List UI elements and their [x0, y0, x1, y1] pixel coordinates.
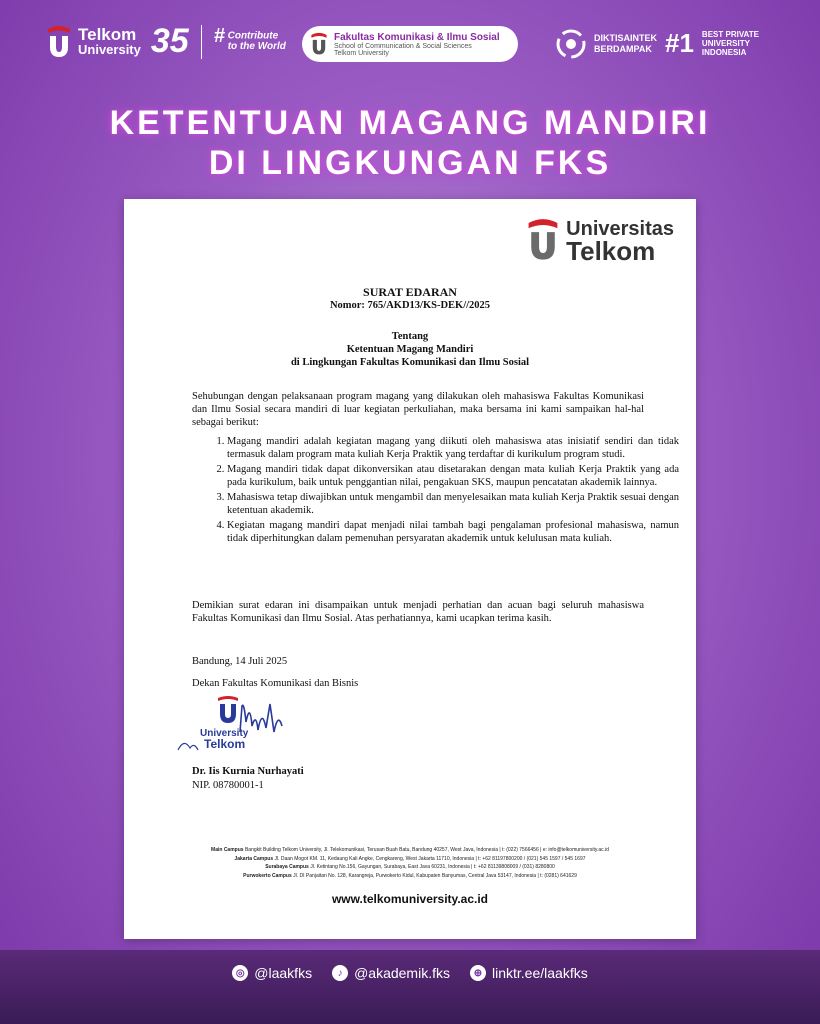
tiktok-icon: ♪	[332, 965, 348, 981]
list-item: 4. Kegiatan magang mandiri dapat menjadi nilai tambah bagi pengalaman profesional mahasiswa, namun tidak diperhitungkan dalam pemenuhan persyaratan akademik untuk kelulusan mata kuliah.	[227, 519, 679, 545]
letter-number: Nomor: 765/AKD13/KS-DEK//2025	[329, 300, 491, 311]
signer-name: Dr. Iis Kurnia Nurhayati	[192, 766, 304, 777]
rank-badge: #1	[665, 28, 694, 58]
provisions-list	[192, 435, 679, 547]
title-line1: KETENTUAN MAGANG MANDIRI	[109, 104, 711, 142]
signature-stamp	[170, 692, 310, 762]
universitas-telkom-logo	[526, 217, 674, 266]
closing-paragraph: Demikian surat edaran ini disampaikan untuk menjadi perhatian dan acuan bagi seluruh mahasiswa Fakultas Komunikasi dan Ilmu Sosial. Atas perhatiannya, kami ucapkan terima kasih.	[192, 600, 644, 624]
letter-heading: SURAT EDARAN	[363, 285, 457, 299]
campus-address: Jl. DI Panjaitan No. 128, Karangreja, Purwokerto Kidul, Kabupaten Banyumas, Central Java 53147, Indonesia | t: (0281) 641629	[293, 872, 577, 879]
letter-subject	[124, 330, 696, 369]
header-divider	[201, 25, 202, 59]
logo-telkom: Telkom	[566, 236, 656, 266]
contribute-slogan	[213, 25, 286, 52]
tiktok-link[interactable]	[332, 965, 450, 981]
header-bar	[0, 0, 820, 90]
fks-name: Fakultas Komunikasi & Ilmu Sosial	[334, 31, 500, 43]
dikti-line2: BERDAMPAK	[594, 43, 652, 54]
social-links	[0, 965, 820, 981]
campus-name: Surabaya Campus	[265, 864, 309, 870]
hash-icon: #	[213, 25, 225, 48]
stamp-telkom: Telkom	[204, 737, 246, 751]
telkom-university-logo	[46, 22, 286, 61]
fks-faculty-badge	[302, 26, 518, 62]
telkom-logo-icon	[46, 25, 72, 59]
telkom-logo-icon	[310, 32, 328, 56]
fks-university: Telkom University	[334, 49, 389, 57]
instagram-icon: ◎	[232, 965, 248, 981]
campus-address: Jl. Ketintang No.156, Gayungan, Surabaya, East Java 60231, Indonesia | t: +62 81139808009 / (031) 8280800	[310, 864, 555, 870]
campus-line	[124, 855, 696, 864]
dikti-badge	[556, 28, 759, 59]
linktree-url: linktr.ee/laakfks	[492, 965, 588, 981]
fks-english-name: School of Communication & Social Sciences	[334, 42, 472, 50]
campus-address: Jl. Daan Mogot KM. 11, Kedaung Kali Angke, Cengkareng, West Jakarta 11710, Indonesia | t: +62 81197800200 / (021) 545 1597 / 545 1697	[274, 855, 586, 862]
instagram-link[interactable]	[232, 965, 312, 981]
campus-line	[124, 846, 696, 855]
signer-nip: NIP. 08780001-1	[192, 780, 264, 791]
subject-line1: Tentang	[391, 331, 429, 342]
campus-addresses	[124, 846, 696, 880]
circular-letter	[124, 199, 696, 939]
intro-paragraph: Sehubungan dengan pelaksanaan program magang yang dilakukan oleh mahasiswa Fakultas Komunikasi dan Ilmu Sosial secara mandiri di luar kegiatan perkuliahan, maka bersama ini kami sampaikan hal-hal sebagai berikut:	[192, 391, 644, 428]
campus-line	[124, 863, 696, 872]
campus-address: Bangkit Building Telkom University, Jl. Telekomunikasi, Terusan Buah Batu, Bandung 40257, West Java, Indonesia | t: (022) 7566456 | e: info@telkomuniversity.ac.id	[244, 847, 609, 853]
list-item: 2. Magang mandiri tidak dapat dikonversikan atau disetarakan dengan mata kuliah Kerja Praktik yang ada pada kurikulum, baik untuk penggantian nilai, pengakuan SKS, maupun pencatatan akademik lainnya.	[227, 463, 679, 489]
website-link[interactable]: www.telkomuniversity.ac.id	[331, 892, 489, 906]
linktree-link[interactable]	[470, 965, 588, 981]
best-line2: UNIVERSITY	[701, 39, 750, 48]
subject-line2: Ketentuan Magang Mandiri	[346, 344, 474, 355]
page-title	[0, 103, 820, 183]
anniversary-mark: 35	[150, 22, 189, 60]
list-item: 1. Magang mandiri adalah kegiatan magang yang diikuti oleh mahasiswa atas inisiatif sendiri dan tidak termasuk dalam program mata kuliah Kerja Praktik yang terdaftar di kurikulum program studi.	[227, 435, 679, 461]
campus-name: Jakarta Campus	[234, 855, 274, 862]
university-name: University	[78, 41, 141, 57]
campus-line	[124, 872, 696, 881]
dikti-swirl-icon	[556, 29, 586, 59]
dikti-line1: DIKTISAINTEK	[594, 32, 657, 43]
title-line2: DI LINGKUNGAN FKS	[208, 144, 612, 182]
letter-date: Bandung, 14 Juli 2025	[192, 656, 288, 667]
stamp-university: University	[200, 728, 249, 739]
globe-icon: ⊕	[470, 965, 486, 981]
signer-position: Dekan Fakultas Komunikasi dan Bisnis	[192, 678, 359, 689]
instagram-handle: @laakfks	[254, 965, 313, 981]
logo-universitas: Universitas	[566, 218, 674, 240]
best-line1: BEST PRIVATE	[701, 30, 759, 39]
bottom-bar	[0, 950, 820, 1024]
contribute-line1: Contribute	[227, 30, 279, 42]
list-item: 3. Mahasiswa tetap diwajibkan untuk mengambil dan menyelesaikan mata kuliah Kerja Praktik sesuai dengan ketentuan akademik.	[227, 491, 679, 517]
campus-name: Main Campus	[211, 847, 244, 853]
subject-line3: di Lingkungan Fakultas Komunikasi dan Ilmu Sosial	[290, 357, 530, 368]
telkom-logo-icon	[526, 217, 560, 263]
telkom-name: Telkom	[78, 24, 137, 44]
campus-name: Purwokerto Campus	[243, 872, 292, 879]
best-line3: INDONESIA	[701, 48, 747, 57]
contribute-line2: to the World	[227, 40, 286, 52]
tiktok-handle: @akademik.fks	[354, 965, 450, 981]
